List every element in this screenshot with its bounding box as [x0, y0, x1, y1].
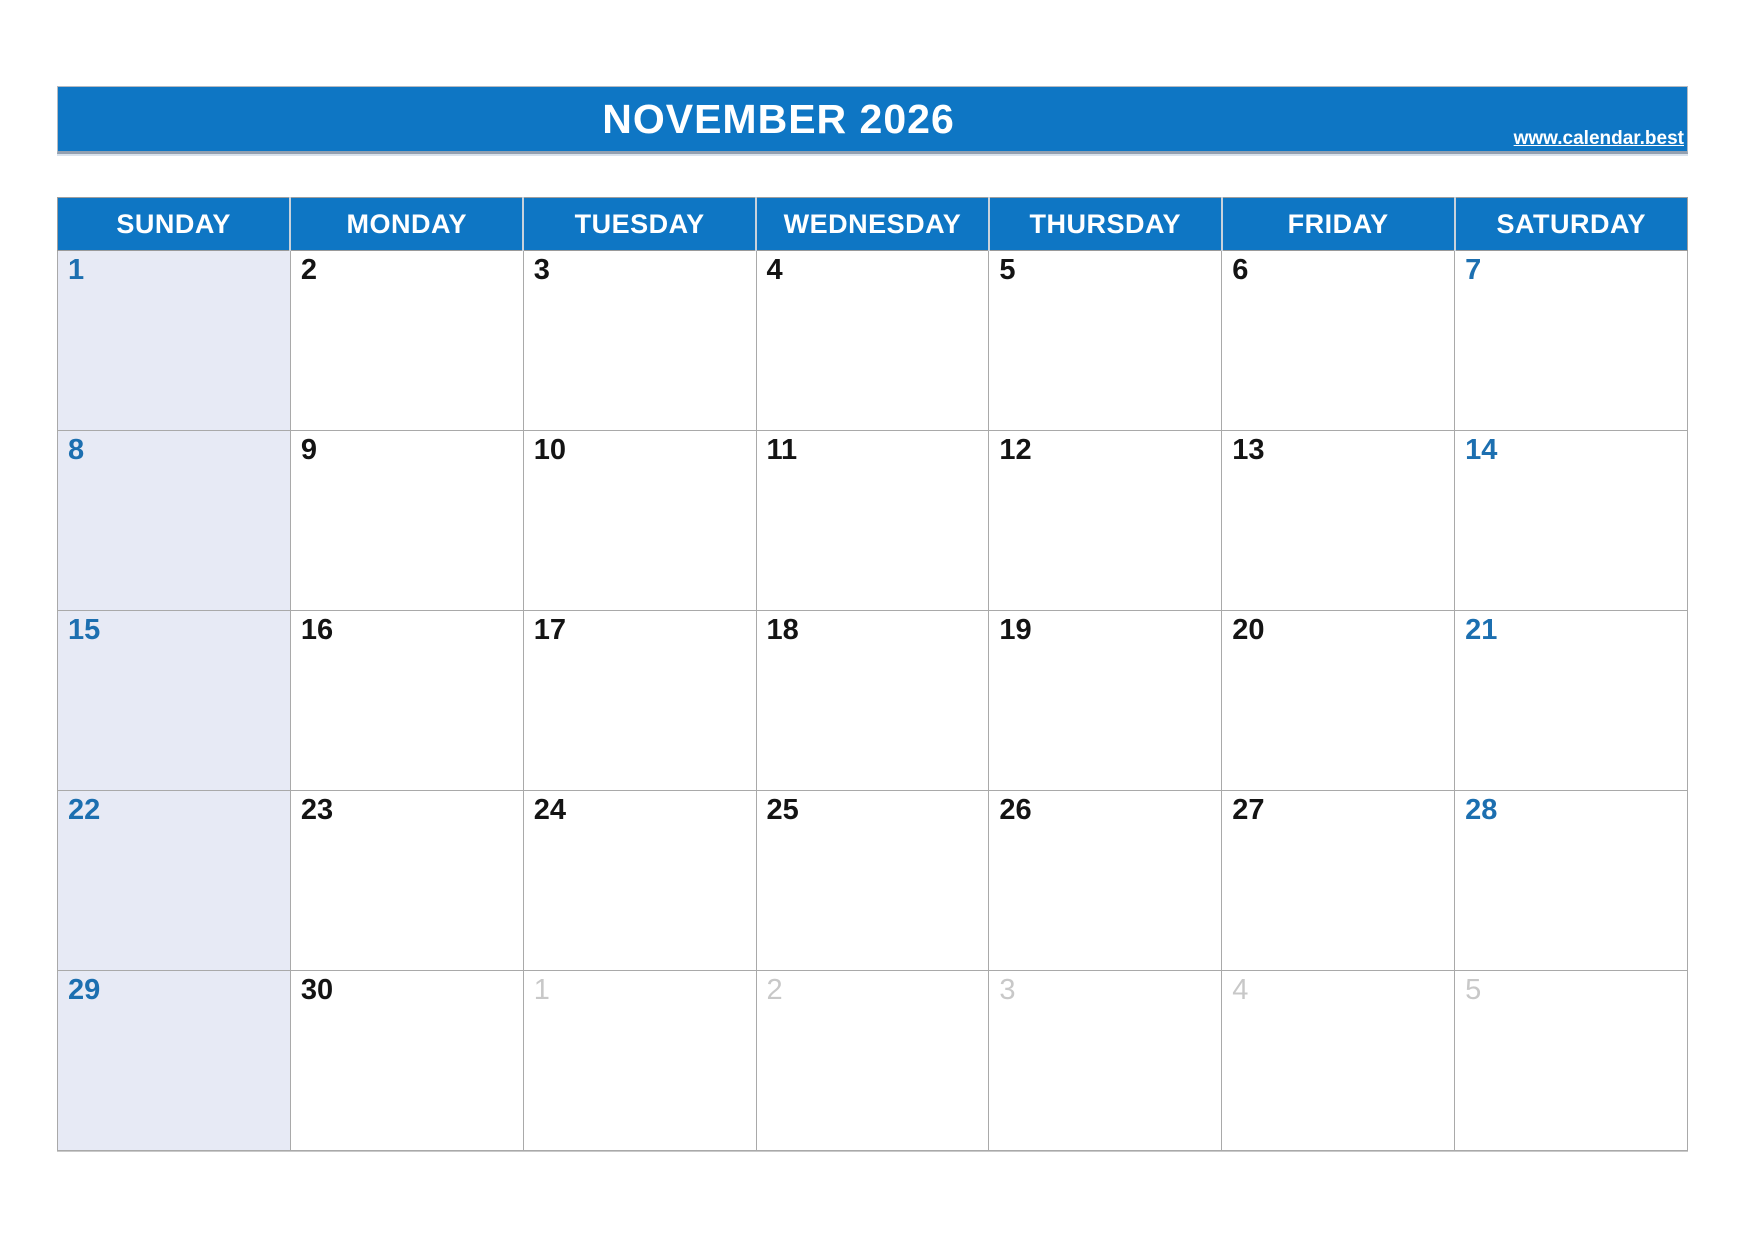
- day-cell-25: 25: [756, 791, 989, 971]
- day-cell-1: 1: [58, 251, 291, 431]
- week-row: [58, 971, 1688, 1151]
- day-cell-7: 7: [1455, 251, 1688, 431]
- day-cell-next-1: 1: [523, 971, 756, 1151]
- calendar-banner: [57, 86, 1688, 154]
- week-row: [58, 791, 1688, 971]
- week-row: [58, 611, 1688, 791]
- website-link[interactable]: www.calendar.best: [1513, 128, 1684, 149]
- day-cell-29: 29: [58, 971, 291, 1151]
- day-cell-next-5: 5: [1455, 971, 1688, 1151]
- day-cell-13: 13: [1222, 431, 1455, 611]
- weekday-header-saturday: SATURDAY: [1455, 198, 1688, 251]
- day-cell-2: 2: [290, 251, 523, 431]
- day-cell-27: 27: [1222, 791, 1455, 971]
- weekday-header-row: [58, 198, 1688, 251]
- day-cell-28: 28: [1455, 791, 1688, 971]
- day-cell-15: 15: [58, 611, 291, 791]
- weekday-header-tuesday: TUESDAY: [523, 198, 756, 251]
- day-cell-8: 8: [58, 431, 291, 611]
- weekday-header-wednesday: WEDNESDAY: [756, 198, 989, 251]
- day-cell-11: 11: [756, 431, 989, 611]
- weekday-header-friday: FRIDAY: [1222, 198, 1455, 251]
- day-cell-23: 23: [290, 791, 523, 971]
- week-row: [58, 251, 1688, 431]
- day-cell-26: 26: [989, 791, 1222, 971]
- day-cell-6: 6: [1222, 251, 1455, 431]
- day-cell-12: 12: [989, 431, 1222, 611]
- week-row: [58, 431, 1688, 611]
- day-cell-19: 19: [989, 611, 1222, 791]
- website-link-area: [1499, 87, 1687, 151]
- day-cell-22: 22: [58, 791, 291, 971]
- day-cell-next-3: 3: [989, 971, 1222, 1151]
- weekday-header-monday: MONDAY: [290, 198, 523, 251]
- day-cell-30: 30: [290, 971, 523, 1151]
- day-cell-next-2: 2: [756, 971, 989, 1151]
- month-title: NOVEMBER 2026: [602, 95, 955, 142]
- day-cell-14: 14: [1455, 431, 1688, 611]
- weekday-header-sunday: SUNDAY: [58, 198, 291, 251]
- day-cell-10: 10: [523, 431, 756, 611]
- day-cell-5: 5: [989, 251, 1222, 431]
- day-cell-20: 20: [1222, 611, 1455, 791]
- day-cell-18: 18: [756, 611, 989, 791]
- day-cell-3: 3: [523, 251, 756, 431]
- day-cell-24: 24: [523, 791, 756, 971]
- day-cell-next-4: 4: [1222, 971, 1455, 1151]
- day-cell-4: 4: [756, 251, 989, 431]
- weekday-header-thursday: THURSDAY: [989, 198, 1222, 251]
- calendar-grid: [57, 197, 1688, 1151]
- day-cell-17: 17: [523, 611, 756, 791]
- day-cell-21: 21: [1455, 611, 1688, 791]
- day-cell-16: 16: [290, 611, 523, 791]
- day-cell-9: 9: [290, 431, 523, 611]
